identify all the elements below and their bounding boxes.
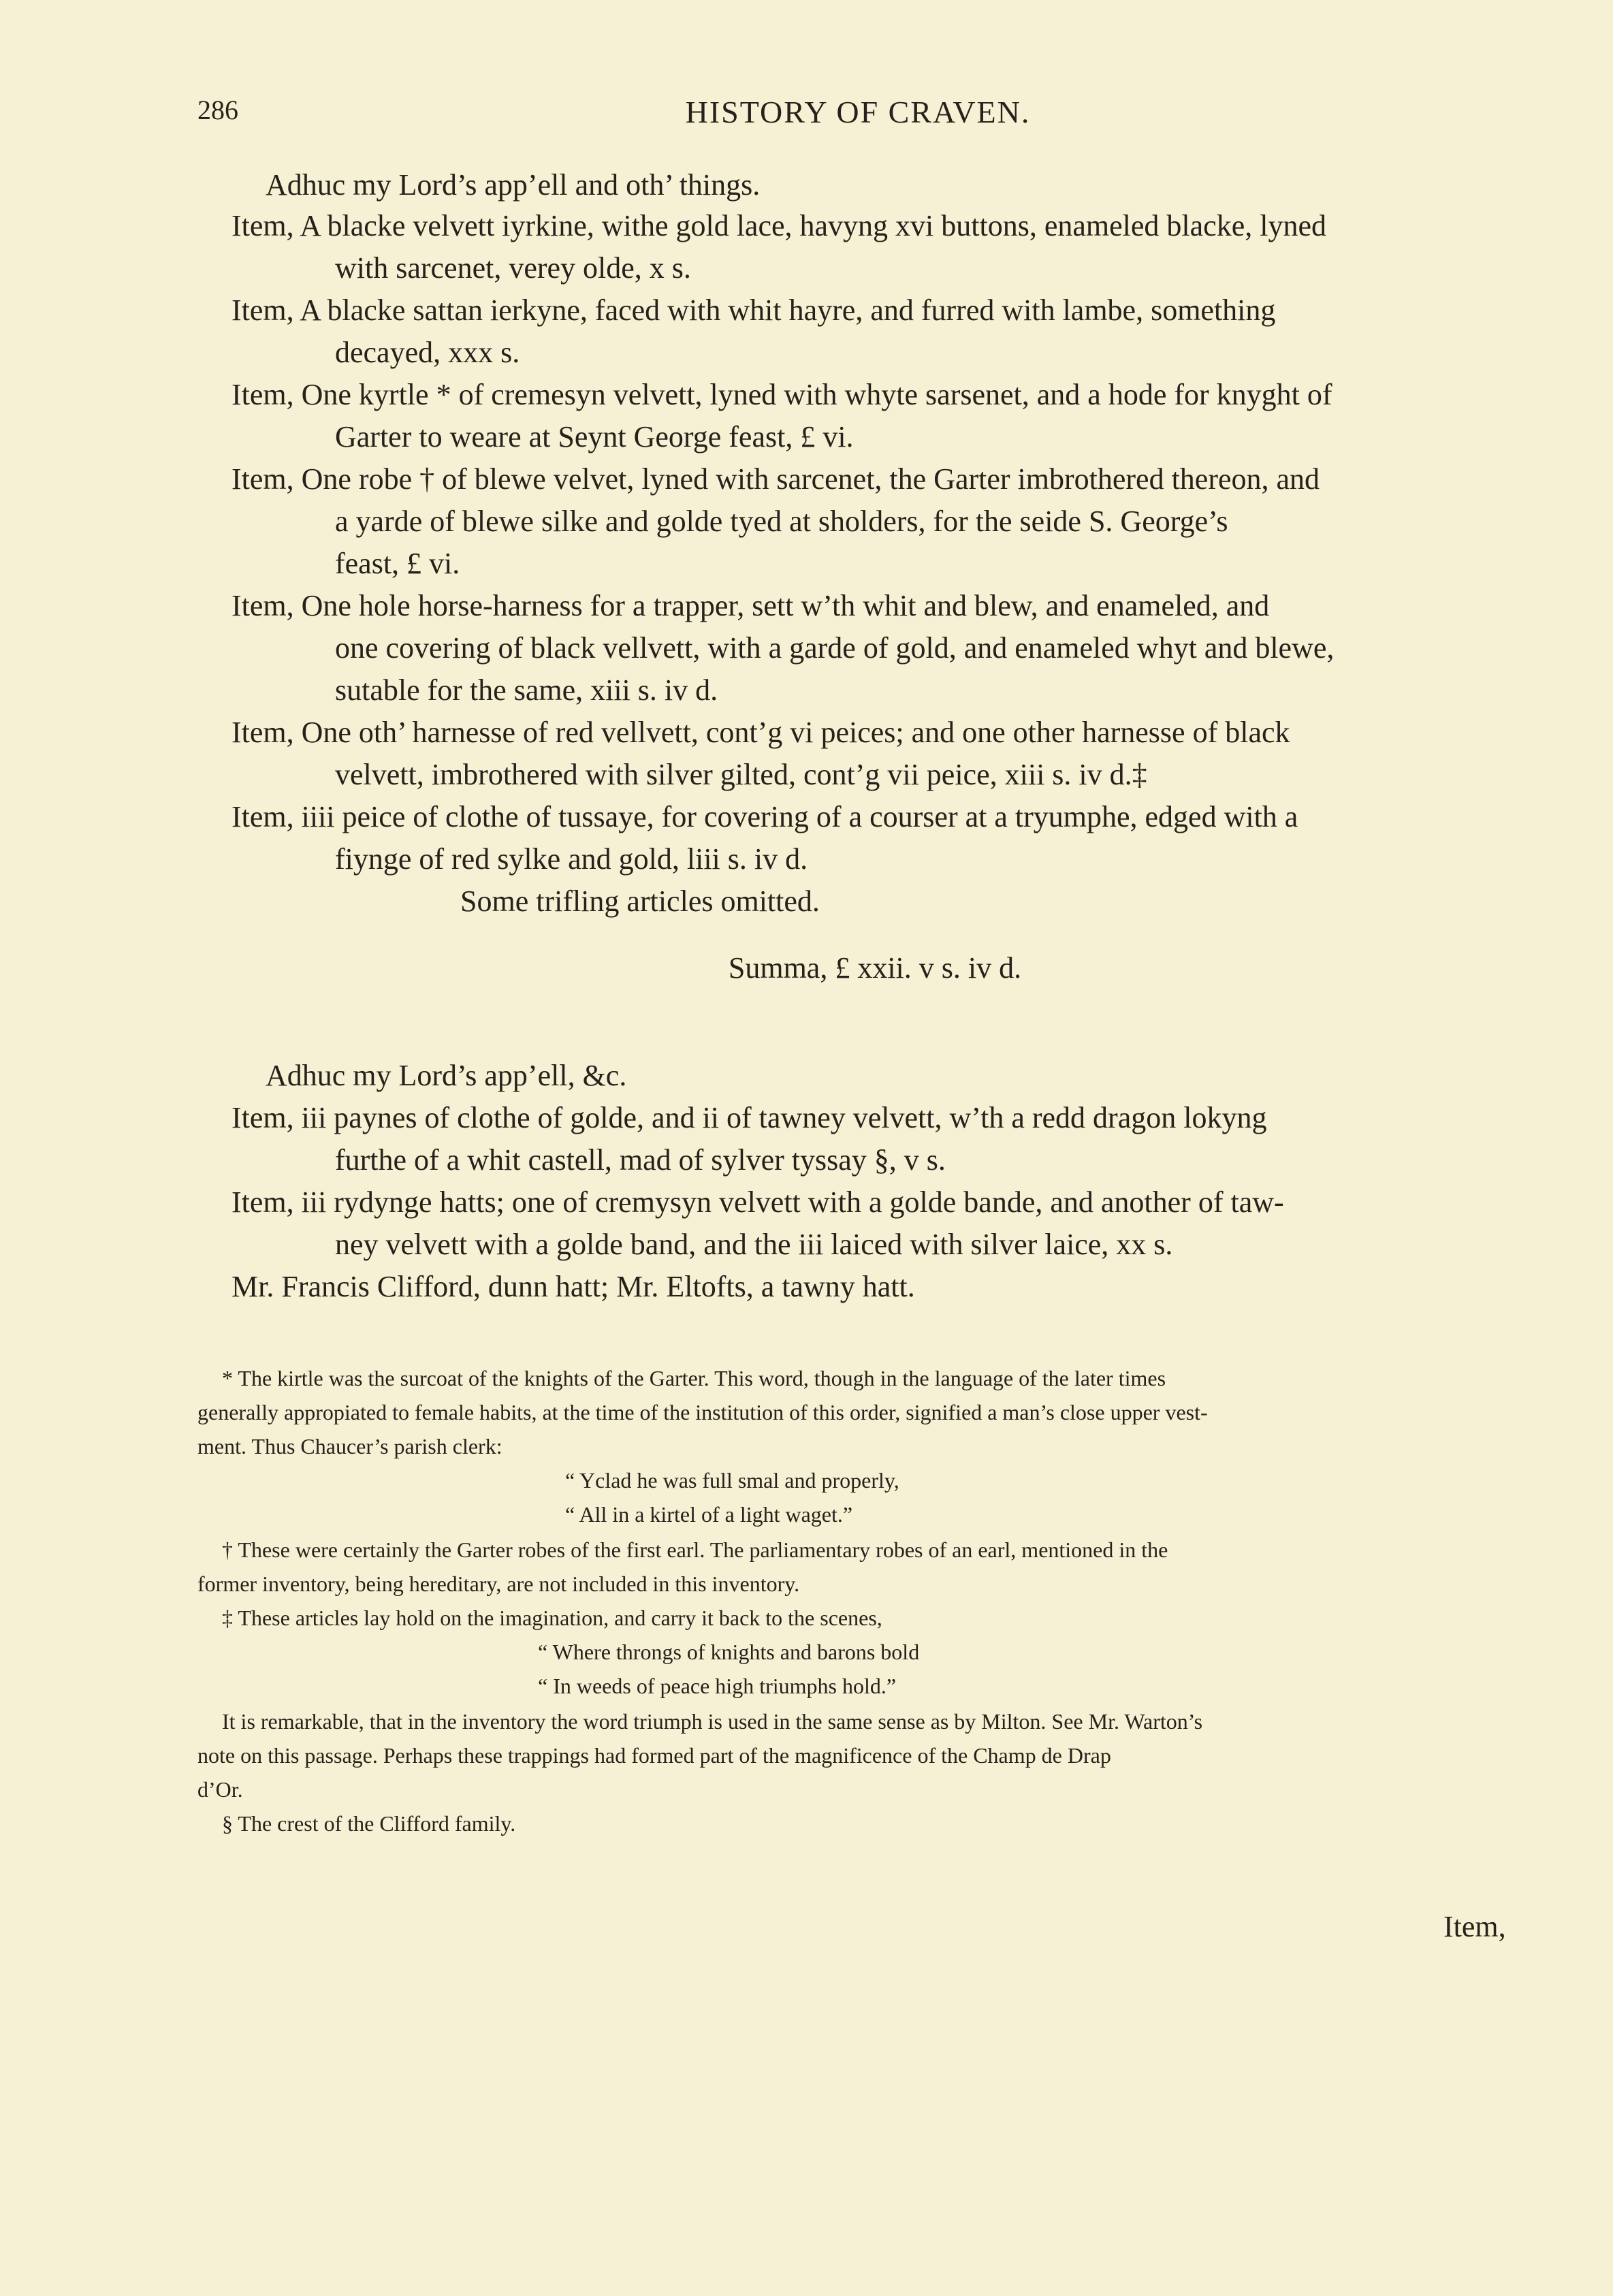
- item-line: Item, One oth’ harnesse of red vellvett, cont’g vi peices; and one other harnesse of black: [231, 716, 1290, 749]
- running-title: HISTORY OF CRAVEN.: [685, 95, 1031, 129]
- item-line: Item, One robe † of blewe velvet, lyned with sarcenet, the Garter imbrothered thereon, and: [231, 462, 1320, 496]
- item-line: furthe of a whit castell, mad of sylver tyssay §, v s.: [335, 1143, 946, 1177]
- item-line: fiynge of red sylke and gold, liii s. iv d.: [335, 842, 808, 876]
- item-line: Item, One hole horse-harness for a trapper, sett w’th whit and blew, and enameled, and: [231, 589, 1270, 622]
- item-line: Item, One kyrtle * of cremesyn velvett, lyned with whyte sarsenet, and a hode for knyght of: [231, 378, 1332, 411]
- item-line: Item, iii rydynge hatts; one of cremysyn velvett with a golde bande, and another of taw-: [231, 1185, 1284, 1219]
- footnote-verse: “ Yclad he was full smal and properly,: [565, 1468, 899, 1493]
- summa-total: Summa, £ xxii. v s. iv d.: [728, 951, 1022, 985]
- footnote-verse: “ Where throngs of knights and barons bold: [538, 1640, 920, 1664]
- section-heading: Adhuc my Lord’s app’ell and oth’ things.: [266, 168, 761, 202]
- item-line: Item, iiii peice of clothe of tussaye, for covering of a courser at a tryumphe, edged with a: [231, 800, 1298, 833]
- catchword: Item,: [1443, 1910, 1506, 1943]
- footnote-line: ‡ These articles lay hold on the imagination, and carry it back to the scenes,: [222, 1606, 882, 1630]
- item-line: feast, £ vi.: [335, 547, 460, 580]
- item-line: a yarde of blewe silke and golde tyed at sholders, for the seide S. George’s: [335, 505, 1228, 538]
- footnote-line: note on this passage. Perhaps these trappings had formed part of the magnificence of the Champ de Drap: [197, 1743, 1111, 1768]
- footnote-line: † These were certainly the Garter robes of the first earl. The parliamentary robes of an earl, mentioned in the: [222, 1537, 1168, 1562]
- footnote-verse: “ All in a kirtel of a light waget.”: [565, 1502, 853, 1527]
- footnote-line: It is remarkable, that in the inventory the word triumph is used in the same sense as by Milton. See Mr. Warton’s: [222, 1709, 1203, 1734]
- page-header: [197, 94, 1518, 135]
- item-line: Mr. Francis Clifford, dunn hatt; Mr. Eltofts, a tawny hatt.: [231, 1270, 915, 1303]
- omitted-note: Some trifling articles omitted.: [460, 884, 820, 918]
- item-line: Item, A blacke sattan ierkyne, faced with whit hayre, and furred with lambe, something: [231, 293, 1276, 327]
- footnote-verse: “ In weeds of peace high triumphs hold.”: [538, 1674, 897, 1698]
- section-heading: Adhuc my Lord’s app’ell, &c.: [266, 1059, 627, 1092]
- footnote-line: former inventory, being hereditary, are not included in this inventory.: [197, 1572, 800, 1596]
- page-number: 286: [197, 95, 238, 125]
- item-line: ney velvett with a golde band, and the iii laiced with silver laice, xx s.: [335, 1228, 1173, 1261]
- item-line: Item, iii paynes of clothe of golde, and ii of tawney velvett, w’th a redd dragon lokyng: [231, 1101, 1267, 1134]
- item-line: one covering of black vellvett, with a garde of gold, and enameled whyt and blewe,: [335, 631, 1335, 665]
- item-line: Item, A blacke velvett iyrkine, withe gold lace, havyng xvi buttons, enameled blacke, lyned: [231, 209, 1326, 242]
- item-line: velvett, imbrothered with silver gilted, cont’g vii peice, xiii s. iv d.‡: [335, 758, 1147, 791]
- item-line: sutable for the same, xiii s. iv d.: [335, 673, 718, 707]
- footnote-line: ment. Thus Chaucer’s parish clerk:: [197, 1434, 502, 1458]
- item-line: Garter to weare at Seynt George feast, £ vi.: [335, 420, 854, 453]
- item-line: decayed, xxx s.: [335, 336, 520, 369]
- footnote-line: * The kirtle was the surcoat of the knights of the Garter. This word, though in the language of the later times: [222, 1366, 1166, 1390]
- footnote-line: generally appropiated to female habits, at the time of the institution of this order, signified a man’s close upper vest-: [197, 1400, 1208, 1424]
- footnote-line: § The crest of the Clifford family.: [222, 1811, 516, 1836]
- footnote-line: d’Or.: [197, 1777, 243, 1802]
- item-line: with sarcenet, verey olde, x s.: [335, 251, 691, 285]
